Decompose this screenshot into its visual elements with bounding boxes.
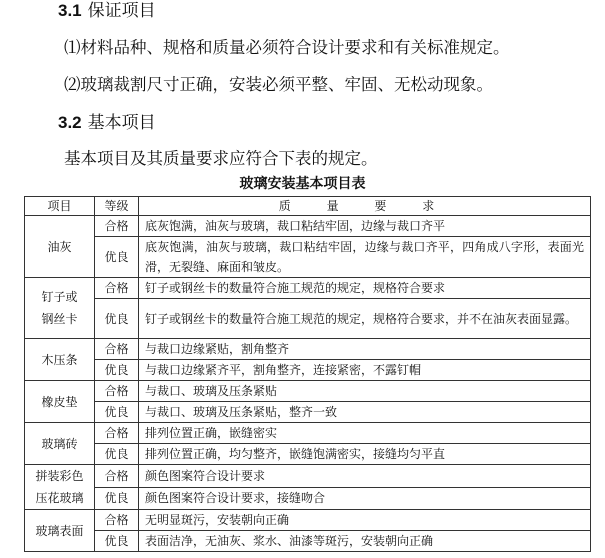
item-label: 钢丝卡 xyxy=(41,312,78,326)
table-row xyxy=(25,531,591,552)
requirement-cell: 钉子或钢丝卡的数量符合施工规范的规定，规格符合要求 xyxy=(139,278,591,299)
item-label: 压花玻璃 xyxy=(35,491,84,505)
requirement-cell: 排列位置正确，嵌缝密实 xyxy=(139,423,591,444)
table-row xyxy=(25,423,591,444)
table-body xyxy=(25,216,591,552)
header-item: 项目 xyxy=(25,197,95,216)
requirement-cell: 颜色图案符合设计要求 xyxy=(139,465,591,488)
requirement-cell: 钉子或钢丝卡的数量符合施工规范的规定，规格符合要求，并不在油灰表面显露。 xyxy=(139,299,591,339)
table-row xyxy=(25,510,591,531)
item-label: 玻璃砖 xyxy=(41,436,78,451)
item-cell xyxy=(25,465,95,510)
table-row xyxy=(25,339,591,360)
item-label: 拼装彩色 xyxy=(35,469,84,483)
table-row xyxy=(25,402,591,423)
item-label: 橡皮垫 xyxy=(41,394,78,409)
grade-cell: 合格 xyxy=(95,510,139,531)
requirement-cell: 与裁口边缘紧齐平，割角整齐，连接紧密，不露钉帽 xyxy=(139,360,591,381)
item-label: 木压条 xyxy=(41,352,78,367)
grade-cell: 优良 xyxy=(95,402,139,423)
grade-cell: 优良 xyxy=(95,444,139,465)
item-cell xyxy=(25,381,95,423)
grade-cell: 合格 xyxy=(95,381,139,402)
grade-cell: 优良 xyxy=(95,360,139,381)
requirement-cell: 无明显斑污，安装朝向正确 xyxy=(139,510,591,531)
requirement-cell: 颜色图案符合设计要求，接缝吻合 xyxy=(139,487,591,510)
table-row xyxy=(25,299,591,339)
grade-cell: 优良 xyxy=(95,487,139,510)
table-row xyxy=(25,216,591,237)
grade-cell: 合格 xyxy=(95,423,139,444)
table-row xyxy=(25,465,591,488)
requirement-cell: 与裁口边缘紧贴，割角整齐 xyxy=(139,339,591,360)
table-row xyxy=(25,360,591,381)
requirement-cell: 表面洁净，无油灰、浆水、油漆等斑污，安装朝向正确 xyxy=(139,531,591,552)
section-heading-3-2 xyxy=(58,112,156,134)
grade-cell: 合格 xyxy=(95,339,139,360)
grade-cell: 合格 xyxy=(95,465,139,488)
requirement-cell: 与裁口、玻璃及压条紧贴，整齐一致 xyxy=(139,402,591,423)
table-row xyxy=(25,237,591,278)
section-heading-3-1 xyxy=(58,0,156,22)
item-label: 油灰 xyxy=(47,239,72,254)
grade-cell: 优良 xyxy=(95,237,139,278)
table-row xyxy=(25,487,591,510)
quality-table xyxy=(24,196,591,552)
clause-1: ⑴材料品种、规格和质量必须符合设计要求和有关标准规定。 xyxy=(64,38,510,57)
header-grade: 等级 xyxy=(95,197,139,216)
grade-cell: 合格 xyxy=(95,278,139,299)
requirement-cell: 与裁口、玻璃及压条紧贴 xyxy=(139,381,591,402)
clause-2: ⑵玻璃裁割尺寸正确，安装必须平整、牢固、无松动现象。 xyxy=(64,75,493,94)
requirement-cell: 排列位置正确，均匀整齐，嵌缝饱满密实，接缝均匀平直 xyxy=(139,444,591,465)
item-cell xyxy=(25,278,95,339)
item-cell xyxy=(25,339,95,381)
requirement-cell: 底灰饱满，油灰与玻璃，裁口粘结牢固，边缘与裁口齐平 xyxy=(139,216,591,237)
section-title: 保证项目 xyxy=(87,1,156,21)
grade-cell: 优良 xyxy=(95,531,139,552)
item-cell xyxy=(25,423,95,465)
item-cell xyxy=(25,216,95,278)
section-number: 3.2 xyxy=(58,113,82,132)
table-row xyxy=(25,444,591,465)
section-title: 基本项目 xyxy=(87,113,156,133)
grade-cell: 优良 xyxy=(95,299,139,339)
table-header-row xyxy=(25,197,591,216)
table-title: 玻璃安装基本项目表 xyxy=(239,176,366,192)
table-intro: 基本项目及其质量要求应符合下表的规定。 xyxy=(64,149,378,168)
grade-cell: 合格 xyxy=(95,216,139,237)
item-label: 玻璃表面 xyxy=(35,523,84,538)
table-row xyxy=(25,278,591,299)
header-requirement: 质 量 要 求 xyxy=(139,197,591,216)
item-cell xyxy=(25,510,95,552)
item-label: 钉子或 xyxy=(41,290,78,304)
section-number: 3.1 xyxy=(58,1,82,20)
table-row xyxy=(25,381,591,402)
requirement-cell: 底灰饱满，油灰与玻璃，裁口粘结牢固，边缘与裁口齐平，四角成八字形，表面光滑，无裂缝、麻面和皱皮。 xyxy=(139,237,591,278)
